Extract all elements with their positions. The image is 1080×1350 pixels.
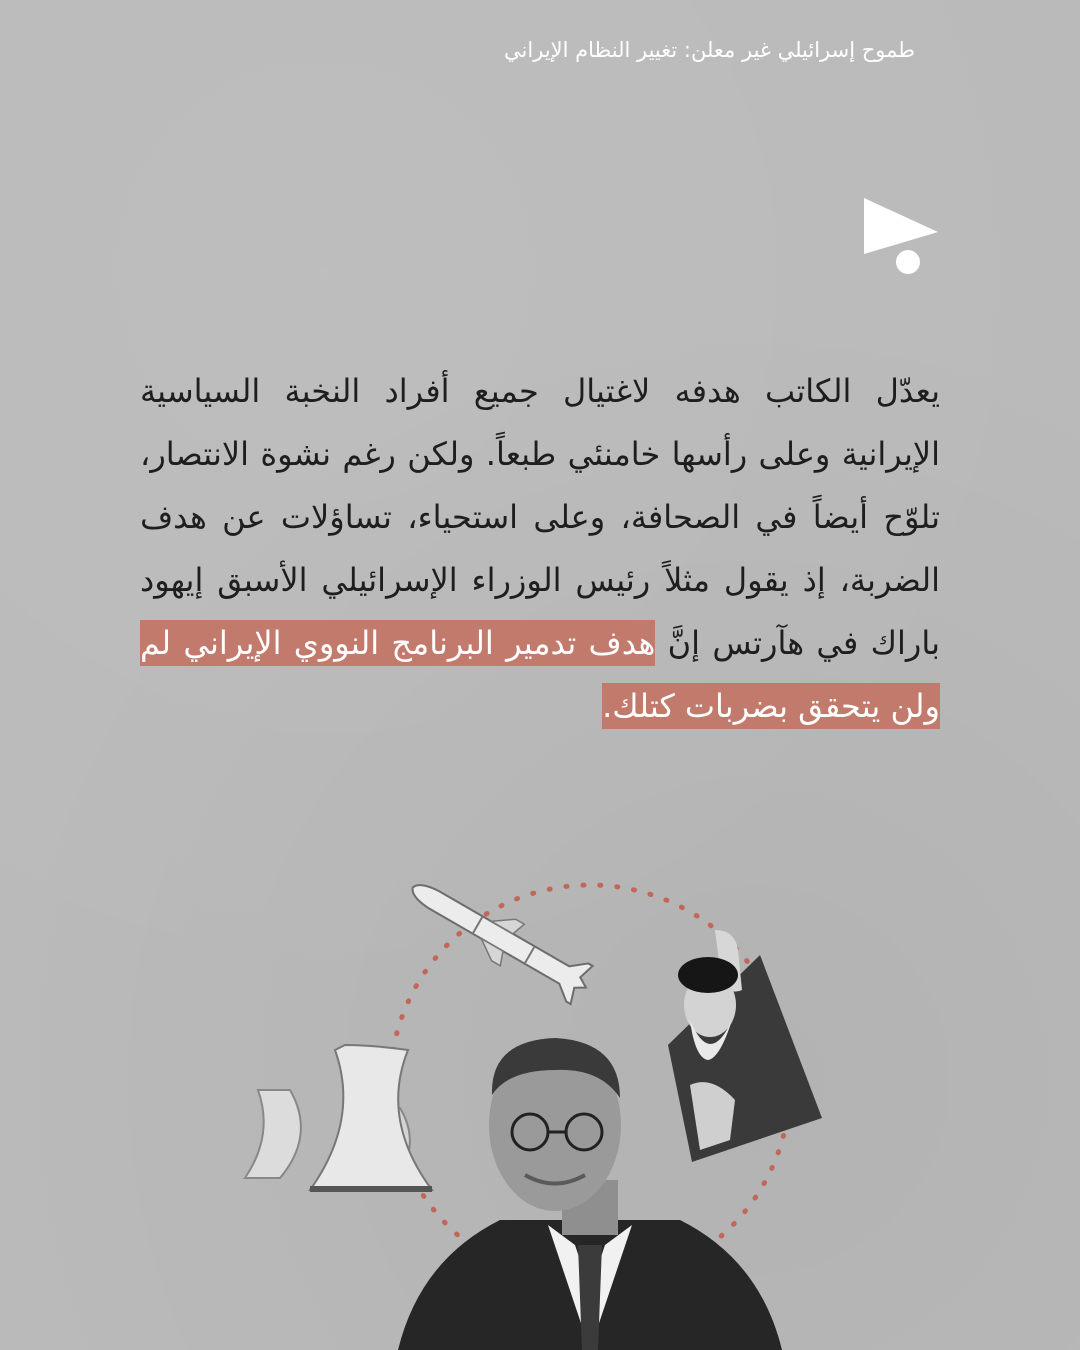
kicker-title: طموح إسرائيلي غير معلن: تغيير النظام الإيراني (504, 38, 915, 62)
paragraph-text: يعدّل الكاتب هدفه لاغتيال جميع أفراد النخبة السياسية الإيرانية وعلى رأسها خامنئي طبعاً. ولكن رغم نشوة الانتصار، تلوّح أيضاً في الصحافة، وعلى استحياء، تساؤلات عن هدف الضربة، إذ يقول مثلاً رئيس الوزراء الإسرائيلي الأسبق إيهود باراك في هآرتس إنَّ (140, 372, 940, 662)
play-dot-logo-icon (862, 198, 940, 276)
article-paragraph (140, 360, 940, 738)
cooling-towers-icon (245, 1045, 432, 1192)
highlighted-quote: هدف تدمير البرنامج النووي الإيراني لم ولن يتحقق بضربات كتلك. (140, 620, 940, 729)
collage-illustration (0, 860, 1080, 1350)
cleric-portrait-icon (668, 930, 822, 1162)
